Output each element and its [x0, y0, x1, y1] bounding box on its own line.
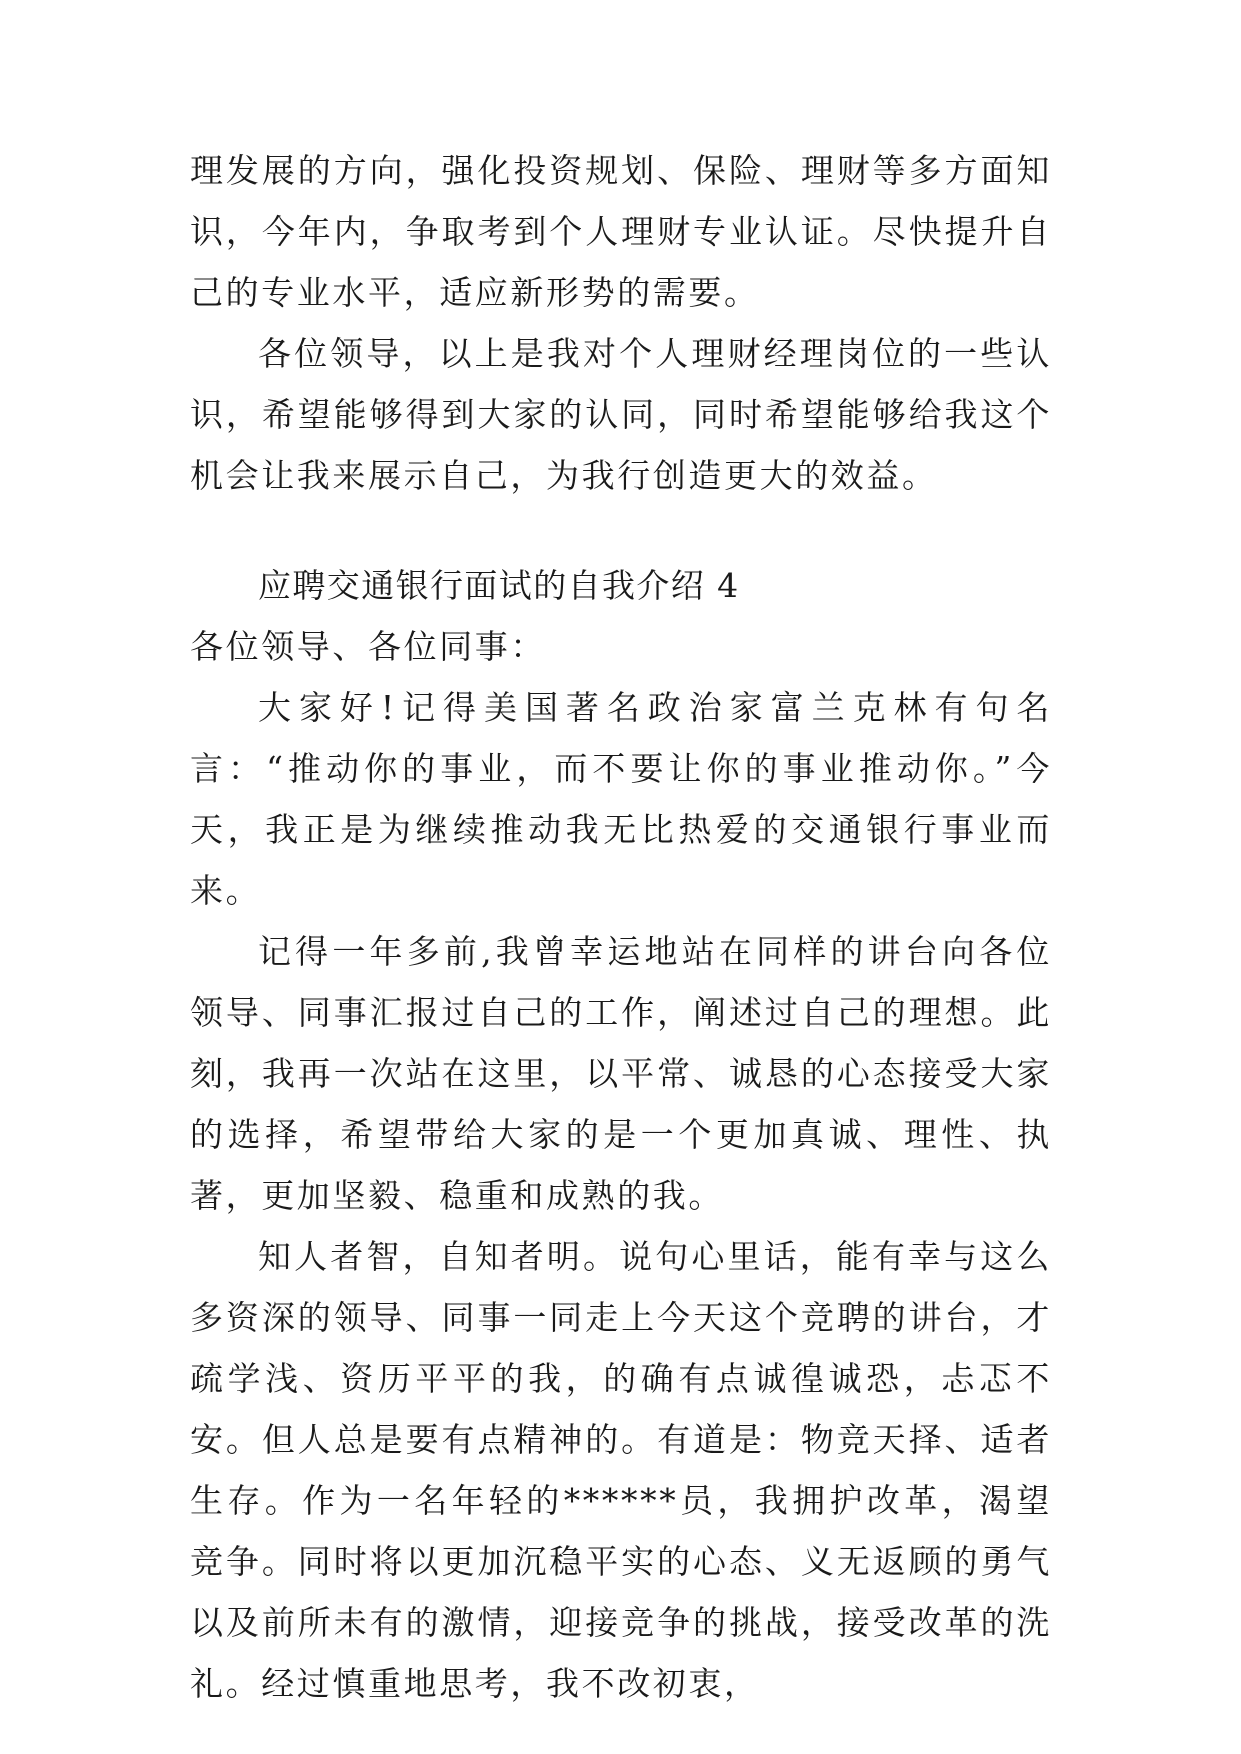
paragraph-closing: 各位领导，以上是我对个人理财经理岗位的一些认识，希望能够得到大家的认同，同时希望能够给我这个机会让我来展示自己，为我行创造更大的效益。 — [190, 334, 1052, 495]
document-page — [190, 140, 1052, 1714]
paragraph-body-3: 知人者智，自知者明。说句心里话，能有幸与这么多资深的领导、同事一同走上今天这个竞聘的讲台，才疏学浅、资历平平的我，的确有点诚徨诚恐，忐忑不安。但人总是要有点精神的。有道是：物竞天择、适者生存。作为一名年轻的******员，我拥护改革，渴望竞争。同时将以更加沉稳平实的心态、义无返顾的勇气以及前所未有的激情，迎接竞争的挑战，接受改革的洗礼。经过慎重地思考，我不改初衷， — [190, 1237, 1052, 1703]
section-title: 应聘交通银行面试的自我介绍 4 — [258, 566, 740, 605]
salutation: 各位领导、各位同事： — [190, 627, 546, 666]
paragraph-body-2: 记得一年多前,我曾幸运地站在同样的讲台向各位领导、同事汇报过自己的工作，阐述过自己的理想。此刻，我再一次站在这里，以平常、诚恳的心态接受大家的选择，希望带给大家的是一个更加真诚、理性、执著，更加坚毅、稳重和成熟的我。 — [190, 932, 1052, 1215]
section-spacer — [190, 506, 1052, 555]
paragraph-body-1: 大家好!记得美国著名政治家富兰克林有句名言：“推动你的事业，而不要让你的事业推动你。”今天，我正是为继续推动我无比热爱的交通银行事业而来。 — [190, 688, 1052, 910]
paragraph-continuation: 理发展的方向，强化投资规划、保险、理财等多方面知识，今年内，争取考到个人理财专业认证。尽快提升自己的专业水平，适应新形势的需要。 — [190, 151, 1052, 312]
